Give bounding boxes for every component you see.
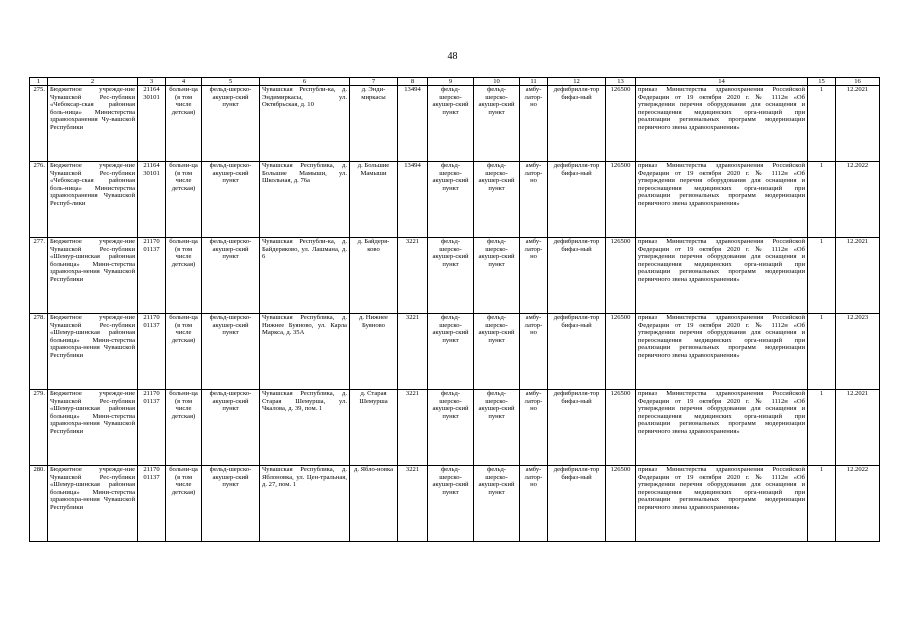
organization-code: 21164 30101 bbox=[138, 162, 166, 238]
unit-subcategory: фельд-шерско-акушер-ский пункт bbox=[474, 86, 520, 162]
table-row bbox=[30, 86, 880, 162]
equipment-name: дефибрилля-тор бифаз-ный bbox=[548, 314, 606, 390]
legal-basis: приказ Министерства здравоохранения Российской Федерации от 19 октября 2020 г. № 1112н «Об утверждении перечня оборудования для оснащения и переоснащения медицинских орга-низаций при реализации региональных программ модернизации первичного звена здравоохранения» bbox=[636, 162, 808, 238]
organization-name: Бюджетное учрежде-ние Чувашской Рес-публики «Чебоксар-ская районная боль-ница» Министерства здравоохранения Чувашской Респуб-лики bbox=[48, 162, 138, 238]
organization-code: 21170 01137 bbox=[138, 466, 166, 542]
price: 126500 bbox=[606, 390, 636, 466]
address: Чувашская Республика, д. Яблоновка, ул. Цен-тральная, д. 27, пом. 1 bbox=[260, 466, 350, 542]
equipment-name: дефибрилля-тор бифаз-ный bbox=[548, 86, 606, 162]
address: Чувашская Республика, д. Большие Мамыши, ул. Школьная, д. 76а bbox=[260, 162, 350, 238]
oktmo-code: 3221 bbox=[398, 314, 428, 390]
unit-category: фельд-шерско-акушер-ский пункт bbox=[428, 162, 474, 238]
quantity: 1 bbox=[808, 314, 836, 390]
oktmo-code: 13494 bbox=[398, 162, 428, 238]
care-condition: амбу-латор-но bbox=[520, 466, 548, 542]
equipment-name: дефибрилля-тор бифаз-ный bbox=[548, 238, 606, 314]
unit-subcategory: фельд-шерско-акушер-ский пункт bbox=[474, 390, 520, 466]
delivery-date: 12.2023 bbox=[836, 314, 880, 390]
legal-basis: приказ Министерства здравоохранения Российской Федерации от 19 октября 2020 г. № 1112н «Об утверждении перечня оборудования для оснащения и переоснащения медицинских орга-низаций при реализации региональных программ модернизации первичного звена здравоохранения» bbox=[636, 466, 808, 542]
table-row bbox=[30, 314, 880, 390]
column-header: 9 bbox=[428, 78, 474, 86]
quantity: 1 bbox=[808, 86, 836, 162]
column-header: 5 bbox=[202, 78, 260, 86]
organization-code: 21164 30101 bbox=[138, 86, 166, 162]
facility-type: больни-ца (в том числе детская) bbox=[166, 162, 202, 238]
table-row bbox=[30, 466, 880, 542]
row-number: 276. bbox=[30, 162, 48, 238]
delivery-date: 12.2021 bbox=[836, 86, 880, 162]
column-header: 12 bbox=[548, 78, 606, 86]
unit-type: фельд-шерско-акушер-ский пункт bbox=[202, 466, 260, 542]
quantity: 1 bbox=[808, 390, 836, 466]
organization-name: Бюджетное учрежде-ние Чувашской Рес-публики «Чебоксар-ская районная боль-ница» Министерства здравоохранения Чу-вашской Республики bbox=[48, 86, 138, 162]
unit-category: фельд-шерско-акушер-ский пункт bbox=[428, 86, 474, 162]
organization-code: 21170 01137 bbox=[138, 390, 166, 466]
unit-category: фельд-шерско-акушер-ский пункт bbox=[428, 390, 474, 466]
column-header: 14 bbox=[636, 78, 808, 86]
table-row bbox=[30, 390, 880, 466]
quantity: 1 bbox=[808, 238, 836, 314]
table-row bbox=[30, 238, 880, 314]
care-condition: амбу-латор-но bbox=[520, 238, 548, 314]
address: Чувашская Республи-ка, д. Эндимиркасы, ул. Октябрьская, д. 10 bbox=[260, 86, 350, 162]
locality: д. Байдеря-ково bbox=[350, 238, 398, 314]
column-header: 13 bbox=[606, 78, 636, 86]
organization-name: Бюджетное учрежде-ние Чувашской Рес-публики «Шемур-шинская районная больница» Мини-стерства здравоохра-нения Чувашской Республики bbox=[48, 314, 138, 390]
column-header: 6 bbox=[260, 78, 350, 86]
address: Чувашская Республика, д. Старая Шемурша, ул. Чкалова, д. 39, пом. 1 bbox=[260, 390, 350, 466]
address: Чувашская Республи-ка, д. Байдеряково, ул. Лашмана, д. 6 bbox=[260, 238, 350, 314]
quantity: 1 bbox=[808, 162, 836, 238]
table-row bbox=[30, 162, 880, 238]
equipment-name: дефибрилля-тор бифаз-ный bbox=[548, 162, 606, 238]
unit-category: фельд-шерско-акушер-ский пункт bbox=[428, 238, 474, 314]
facility-type: больни-ца (в том числе детская) bbox=[166, 390, 202, 466]
quantity: 1 bbox=[808, 466, 836, 542]
care-condition: амбу-латор-но bbox=[520, 86, 548, 162]
unit-type: фельд-шерско-акушер-ский пункт bbox=[202, 238, 260, 314]
price: 126500 bbox=[606, 466, 636, 542]
address: Чувашская Республика, д. Нижнее Буяново, ул. Карла Маркса, д. 35А bbox=[260, 314, 350, 390]
unit-type: фельд-шерско-акушер-ский пункт bbox=[202, 314, 260, 390]
price: 126500 bbox=[606, 314, 636, 390]
care-condition: амбу-латор-но bbox=[520, 162, 548, 238]
legal-basis: приказ Министерства здравоохранения Российской Федерации от 19 октября 2020 г. № 1112н «Об утверждении перечня оборудования для оснащения и переоснащения медицинских орга-низаций при реализации региональных программ модернизации первичного звена здравоохранения» bbox=[636, 314, 808, 390]
price: 126500 bbox=[606, 86, 636, 162]
unit-subcategory: фельд-шерско-акушер-ский пункт bbox=[474, 314, 520, 390]
row-number: 277. bbox=[30, 238, 48, 314]
legal-basis: приказ Министерства здравоохранения Российской Федерации от 19 октября 2020 г. № 1112н «Об утверждении перечня оборудования для оснащения и переоснащения медицинских орга-низаций при реализации региональных программ модернизации первичного звена здравоохранения» bbox=[636, 390, 808, 466]
facility-type: больни-ца (в том числе детская) bbox=[166, 238, 202, 314]
oktmo-code: 3221 bbox=[398, 390, 428, 466]
facility-type: больни-ца (в том числе детская) bbox=[166, 86, 202, 162]
legal-basis: приказ Министерства здравоохранения Российской Федерации от 19 октября 2020 г. № 1112н «Об утверждении перечня оборудования для оснащения и переоснащения медицинских орга-низаций при реализации региональных программ модернизации первичного звена здравоохранения» bbox=[636, 86, 808, 162]
unit-type: фельд-шерско-акушер-ский пункт bbox=[202, 390, 260, 466]
unit-type: фельд-шерско-акушер-ский пункт bbox=[202, 162, 260, 238]
header-row bbox=[30, 78, 880, 86]
column-header: 10 bbox=[474, 78, 520, 86]
column-header: 2 bbox=[48, 78, 138, 86]
locality: д. Большие Мамыши bbox=[350, 162, 398, 238]
delivery-date: 12.2022 bbox=[836, 466, 880, 542]
unit-subcategory: фельд-шерско-акушер-ский пункт bbox=[474, 238, 520, 314]
care-condition: амбу-латор-но bbox=[520, 390, 548, 466]
equipment-name: дефибрилля-тор бифаз-ный bbox=[548, 466, 606, 542]
column-header: 3 bbox=[138, 78, 166, 86]
organization-name: Бюджетное учрежде-ние Чувашской Рес-публики «Шемур-шинская районная больница» Мини-стерства здравоохра-нения Чувашской Республики bbox=[48, 238, 138, 314]
unit-category: фельд-шерско-акушер-ский пункт bbox=[428, 466, 474, 542]
column-header: 15 bbox=[808, 78, 836, 86]
locality: д. Нижнее Буяново bbox=[350, 314, 398, 390]
price: 126500 bbox=[606, 162, 636, 238]
delivery-date: 12.2021 bbox=[836, 238, 880, 314]
delivery-date: 12.2022 bbox=[836, 162, 880, 238]
unit-subcategory: фельд-шерско-акушер-ский пункт bbox=[474, 466, 520, 542]
column-header: 7 bbox=[350, 78, 398, 86]
legal-basis: приказ Министерства здравоохранения Российской Федерации от 19 октября 2020 г. № 1112н «Об утверждении перечня оборудования для оснащения и переоснащения медицинских орга-низаций при реализации региональных программ модернизации первичного звена здравоохранения» bbox=[636, 238, 808, 314]
oktmo-code: 3221 bbox=[398, 238, 428, 314]
column-header: 4 bbox=[166, 78, 202, 86]
row-number: 275. bbox=[30, 86, 48, 162]
column-header: 11 bbox=[520, 78, 548, 86]
page-number: 48 bbox=[447, 51, 458, 62]
row-number: 280. bbox=[30, 466, 48, 542]
care-condition: амбу-латор-но bbox=[520, 314, 548, 390]
locality: д. Энди-миркасы bbox=[350, 86, 398, 162]
facility-type: больни-ца (в том числе детская) bbox=[166, 314, 202, 390]
row-number: 278. bbox=[30, 314, 48, 390]
organization-code: 21170 01137 bbox=[138, 238, 166, 314]
locality: д. Ябло-новка bbox=[350, 466, 398, 542]
organization-name: Бюджетное учрежде-ние Чувашской Рес-публики «Шемур-шинская районная больница» Мини-стерства здравоохра-нения Чувашской Республики bbox=[48, 466, 138, 542]
equipment-name: дефибрилля-тор бифаз-ный bbox=[548, 390, 606, 466]
locality: д. Старая Шемурша bbox=[350, 390, 398, 466]
unit-type: фельд-шерско-акушер-ский пункт bbox=[202, 86, 260, 162]
row-number: 279. bbox=[30, 390, 48, 466]
oktmo-code: 3221 bbox=[398, 466, 428, 542]
column-header: 8 bbox=[398, 78, 428, 86]
unit-category: фельд-шерско-акушер-ский пункт bbox=[428, 314, 474, 390]
column-header: 1 bbox=[30, 78, 48, 86]
organization-code: 21170 01137 bbox=[138, 314, 166, 390]
equipment-table bbox=[29, 77, 880, 542]
price: 126500 bbox=[606, 238, 636, 314]
column-header: 16 bbox=[836, 78, 880, 86]
delivery-date: 12.2021 bbox=[836, 390, 880, 466]
facility-type: больни-ца (в том числе детская) bbox=[166, 466, 202, 542]
unit-subcategory: фельд-шерско-акушер-ский пункт bbox=[474, 162, 520, 238]
organization-name: Бюджетное учрежде-ние Чувашской Рес-публики «Шемур-шинская районная больница» Мини-стерства здравоохра-нения Чувашской Республики bbox=[48, 390, 138, 466]
oktmo-code: 13494 bbox=[398, 86, 428, 162]
